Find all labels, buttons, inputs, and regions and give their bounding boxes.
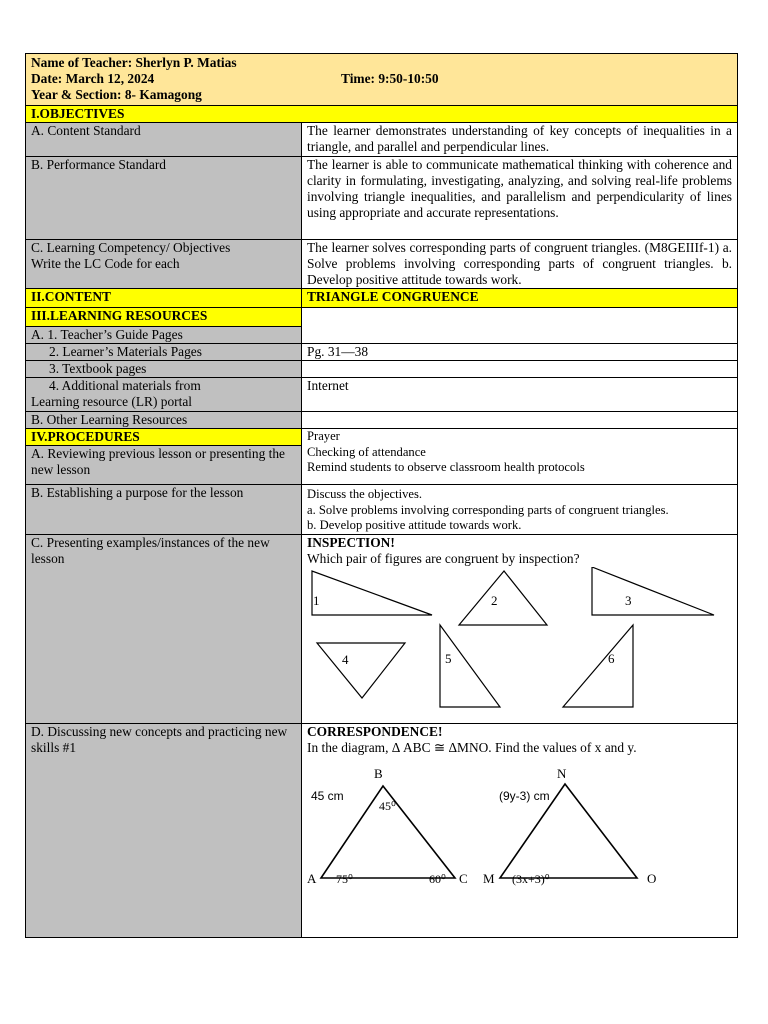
triangle-4 [317, 643, 405, 698]
inspection-title: INSPECTION! [307, 534, 395, 550]
competency-text: The learner solves corresponding parts of congruent triangles. (M8GEIIIf-1) a. Solve problems involving corresponding parts of congruent triangles. b. Develop positive attitude towards work. [302, 240, 738, 289]
angle-c: 60⁰ [429, 871, 446, 886]
performance-standard-label: B. Performance Standard [26, 157, 302, 240]
inspection-cell [302, 534, 738, 723]
angle-m: (3x+3)⁰ [512, 871, 550, 886]
year-section: Year & Section: 8- Kamagong [31, 87, 202, 102]
angle-b: 45⁰ [379, 798, 396, 813]
triangle-6 [563, 625, 633, 707]
inspection-question: Which pair of figures are congruent by inspection? [307, 550, 580, 566]
performance-standard-text: The learner is able to communicate mathematical thinking with coherence and clarity in formulating, investigating, analyzing, and solving real-life problems involving triangle inequalities, and parallelism and perpendicularity of lines using appropriate and accurate representations. [302, 157, 738, 240]
triangle-1-number: 1 [313, 592, 320, 608]
teachers-guide-value [302, 308, 738, 344]
inspection-figures [307, 567, 732, 719]
other-resources-label: B. Other Learning Resources [26, 412, 302, 429]
lesson-plan [25, 53, 737, 938]
vertex-n: N [557, 765, 567, 781]
triangle-5 [440, 625, 500, 707]
correspondence-title: CORRESPONDENCE! [307, 723, 443, 739]
learners-materials-label: 2. Learner’s Materials Pages [49, 344, 202, 359]
correspondence-cell [302, 723, 738, 937]
teacher-name: Name of Teacher: Sherlyn P. Matias [31, 55, 237, 70]
lesson-plan-table [25, 53, 738, 938]
additional-materials-value: Internet [302, 378, 738, 412]
side-mn-length: (9y-3) cm [499, 788, 550, 803]
vertex-m: M [483, 870, 495, 886]
objectives-heading: I.OBJECTIVES [26, 106, 738, 123]
correspondence-text: In the diagram, Δ ABC ≅ ΔMNO. Find the values of x and y. [307, 739, 637, 755]
triangle-2-number: 2 [491, 592, 498, 608]
angle-a: 75⁰ [336, 871, 353, 886]
triangle-1 [312, 571, 432, 615]
triangle-4-number: 4 [342, 651, 349, 667]
textbook-label: 3. Textbook pages [49, 361, 147, 376]
presenting-label: C. Presenting examples/instances of the new lesson [26, 534, 302, 723]
purpose-content: Discuss the objectives. a. Solve problems involving corresponding parts of congruent triangles. b. Develop positive attitude towards work. [302, 485, 738, 535]
content-standard-label: A. Content Standard [26, 123, 302, 157]
procedures-heading: IV.PROCEDURES [26, 429, 302, 446]
textbook-value [302, 361, 738, 378]
discussing-label: D. Discussing new concepts and practicing new skills #1 [26, 723, 302, 937]
triangle-6-number: 6 [608, 650, 615, 666]
vertex-b: B [374, 765, 383, 781]
date: Date: March 12, 2024 [31, 71, 155, 86]
competency-label: C. Learning Competency/ Objectives Write the LC Code for each [26, 240, 302, 289]
triangle-2 [459, 571, 547, 625]
vertex-o: O [647, 870, 657, 886]
review-content: Prayer Checking of attendance Remind students to observe classroom health protocols [302, 429, 738, 485]
header-row [26, 54, 738, 106]
additional-materials-label: 4. Additional materials from Learning resource (LR) portal [26, 378, 302, 412]
triangle-5-number: 5 [445, 650, 452, 666]
learners-materials-value: Pg. 31—38 [302, 344, 738, 361]
teachers-guide-label: A. 1. Teacher’s Guide Pages [26, 327, 302, 344]
triangle-3 [592, 567, 714, 615]
side-ab-length: 45 cm [311, 788, 344, 803]
triangle-3-number: 3 [625, 592, 632, 608]
time: Time: 9:50-10:50 [341, 71, 439, 86]
review-label: A. Reviewing previous lesson or presenting the new lesson [26, 446, 302, 485]
other-resources-value [302, 412, 738, 429]
content-value: TRIANGLE CONGRUENCE [302, 289, 738, 308]
content-heading: II.CONTENT [26, 289, 302, 308]
content-standard-text: The learner demonstrates understanding of key concepts of inequalities in a triangle, and parallel and perpendicular lines. [302, 123, 738, 157]
resources-heading: III.LEARNING RESOURCES [26, 308, 302, 327]
vertex-c: C [459, 870, 468, 886]
vertex-a: A [307, 870, 317, 886]
correspondence-diagram [307, 756, 732, 931]
purpose-label: B. Establishing a purpose for the lesson [26, 485, 302, 535]
